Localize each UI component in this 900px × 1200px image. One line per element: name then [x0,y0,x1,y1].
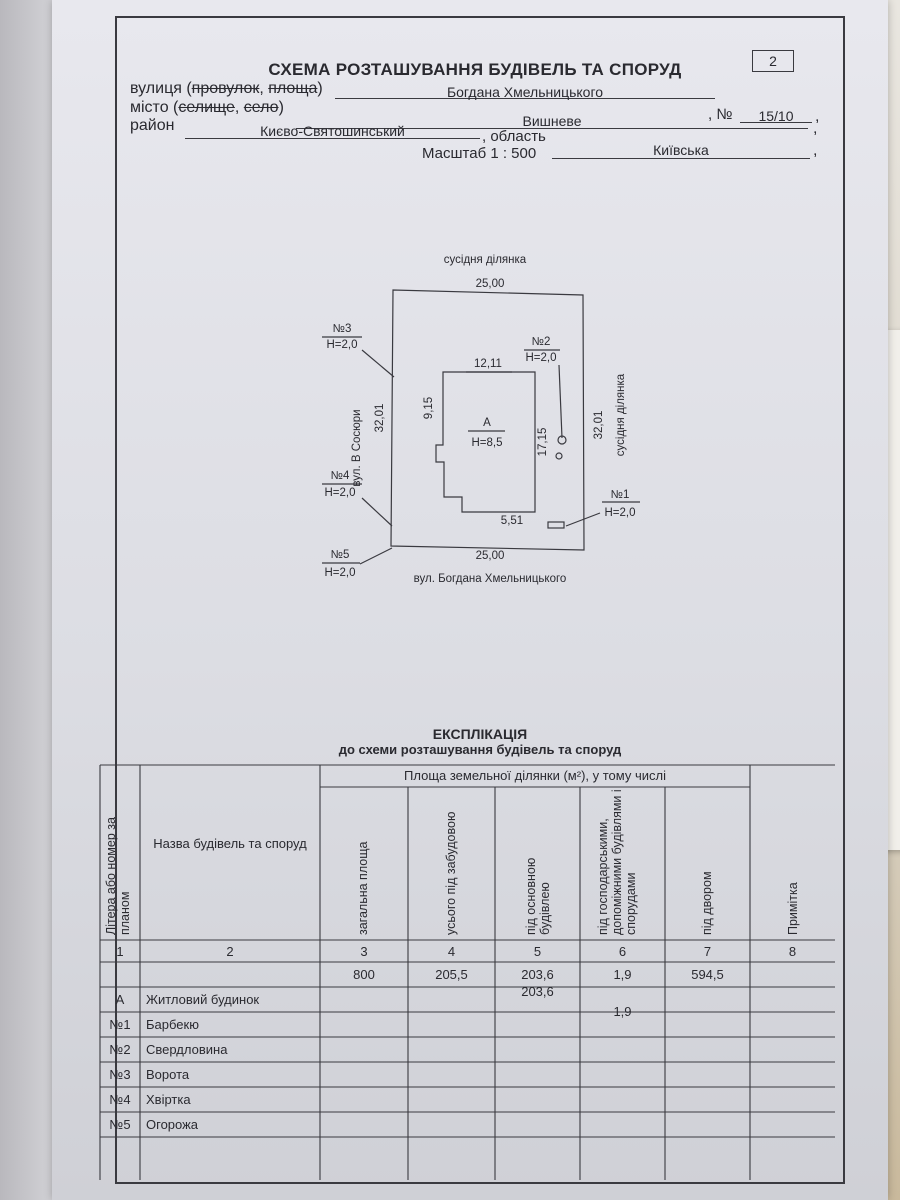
col-total-header: загальна площа [356,841,370,935]
col-letter-header: Літера або номер за планом [104,817,132,935]
district-value: Києво-Святошинський [260,123,405,139]
city-value: Вишневе [522,113,582,129]
marker-4-height: Н=2,0 [324,487,356,499]
region-value: Київська [653,142,709,158]
col-number-6: 6 [618,944,627,959]
row-name: Хвіртка [146,1092,191,1107]
region-label: , область [482,128,546,145]
number-value: 15/10 [758,108,794,124]
marker-2-height: Н=2,0 [525,352,557,364]
number-label: , № [708,106,733,123]
top-width-label: 25,00 [475,278,505,290]
col-built-header: усього під забудовою [444,811,458,935]
left-height-label: 32,01 [374,403,386,433]
row-letter: №2 [109,1042,131,1057]
marker-1-id: №1 [610,489,630,501]
area-header: Площа земельної ділянки (м²), у тому числі [404,768,666,783]
row-name: Свердловина [146,1042,228,1057]
col-note-header: Примітка [786,882,800,935]
row-main: 203,6 [521,984,554,999]
right-neighbor-label: сусідня ділянка [615,373,627,457]
marker-3-height: Н=2,0 [326,339,358,351]
building-top-dim: 12,11 [474,358,502,370]
row-letter: №4 [109,1092,131,1107]
comma-1: , [815,108,820,125]
comma-3: , [813,142,818,159]
explication-subtitle: до схеми розташування будівель та споруд [338,742,622,757]
explication-title: ЕКСПЛІКАЦІЯ [432,726,528,742]
bottom-street-label: вул. Богдана Хмельницького [413,573,567,585]
row-letter: №5 [109,1117,131,1132]
page-number: 2 [752,50,794,72]
building-left-dim: 9,15 [423,396,435,420]
marker-3-id: №3 [332,323,352,335]
col-number-7: 7 [703,944,712,959]
total-area: 800 [353,967,375,982]
col-yard-header: під двором [700,871,714,935]
building-letter: А [483,417,491,429]
building-right-dim: 17,15 [537,427,549,457]
col-main-header: під основною будівлею [524,857,552,935]
row-name: Житловий будинок [146,992,260,1007]
col-number-3: 3 [360,944,368,959]
document-title: СХЕМА РОЗТАШУВАННЯ БУДІВЕЛЬ ТА СПОРУД [268,60,682,79]
col-number-5: 5 [533,944,542,959]
row-letter: №1 [109,1017,131,1032]
total-yard: 594,5 [691,967,724,982]
street-label: вулиця (провулок, площа) [130,80,323,97]
marker-5-height: Н=2,0 [324,567,356,579]
total-main: 203,6 [521,967,554,982]
col-aux-header: під господарськими, допоміжними будівлями і спорудами [596,789,638,935]
row-name: Огорожа [146,1117,199,1132]
comma-2: , [813,120,818,137]
bottom-width-label: 25,00 [475,550,505,562]
total-aux: 1,9 [613,967,632,982]
row-letter: №3 [109,1067,131,1082]
north-neighbor-label: сусідня ділянка [443,254,527,266]
col-name-header: Назва будівель та споруд [153,836,307,851]
row-name: Барбекю [146,1017,199,1032]
col-number-4: 4 [447,944,456,959]
row-letter: А [115,992,125,1007]
col-number-1: 1 [116,944,124,959]
scale-label: Масштаб 1 : 500 [422,145,537,162]
marker-2-id: №2 [531,336,551,348]
total-built: 205,5 [435,967,468,982]
district-label: район [130,117,175,134]
marker-4-id: №4 [330,470,350,482]
right-height-label: 32,01 [593,410,605,440]
marker-1-height: Н=2,0 [604,507,636,519]
marker-5-id: №5 [330,549,350,561]
building-height: Н=8,5 [471,437,503,449]
left-street-label: вул. В Сосюри [351,409,363,487]
street-value: Богдана Хмельницького [446,84,604,100]
col-number-8: 8 [788,944,797,959]
col-number-2: 2 [226,944,234,959]
row-aux: 1,9 [613,1004,632,1019]
building-bottom-dim: 5,51 [500,515,524,527]
city-label: місто (селище, село) [130,99,284,116]
row-name: Ворота [146,1067,190,1082]
